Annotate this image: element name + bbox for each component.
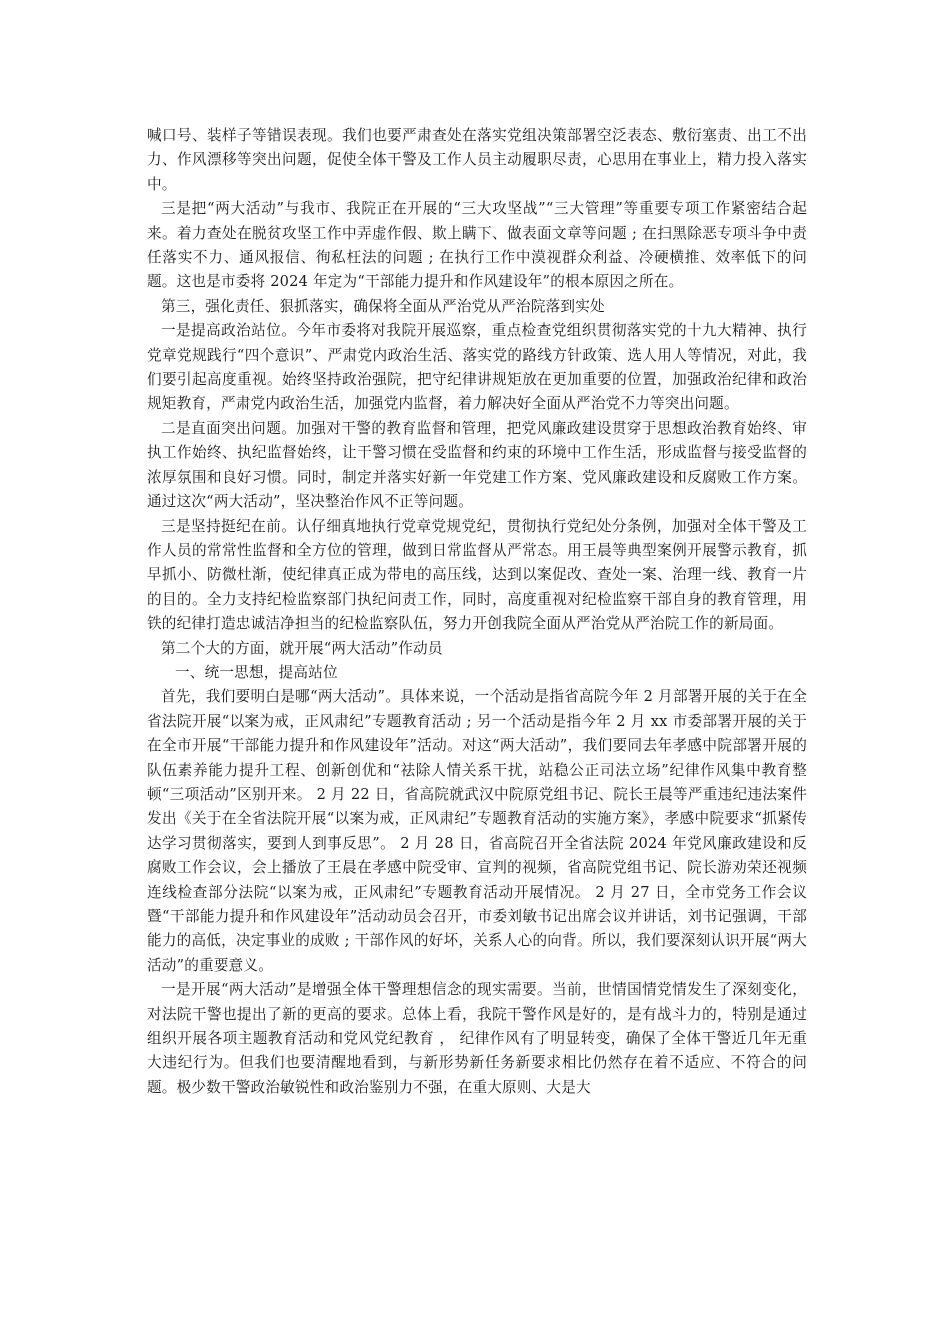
paragraph-continuation: 喊口号、装样子等错误表现。我们也要严肃查处在落实党组决策部署空泛表态、敷衍塞责、出工不出力、作风漂移等突出问题，促使全体干警及工作人员主动履职尽责，心思用在事业上，精力投入落实中。 [147,127,807,193]
paragraph-two-activities: 首先，我们要明白是哪“两大活动”。具体来说，一个活动是指省高院今年 2 月部署开展的关于在全省法院开展“以案为戒，正风肃纪”专题教育活动 ; 另一个活动是指今年 2 月 xx 市委部署开展的关于在全市开展“干部能力提升和作风建设年”活动。对这“两大活动”，我们要同去年孝感中院部署开展的队伍素养能力提升工程、创新创优和“祛除人情关系干扰，站稳公正司法立场”纪律作风集中教育整顿“三项活动”区别开来。 2 月 22 日，省高院就武汉中院原党组书记、院长王晨等严重违纪违法案件发出《关于在全省法院开展“以案为戒，正风肃纪”专题教育活动的实施方案》，孝感中院要求“抓紧传达学习贯彻落实，要到人到事反思”。 2 月 28 日，省高院召开全省法院 2024 年党风廉政建设和反腐败工作会议，会上播放了王晨在孝感中院受审、宣判的视频，省高院党组书记、院长游劝荣还视频连线检查部分法院“以案为戒，正风肃纪”专题教育活动开展情况。 2 月 27 日，全市党务工作会议暨“干部能力提升和作风建设年”活动动员会召开，市委刘敏书记出席会议并讲话，刘书记强调，干部能力的高低，决定事业的成败 ; 干部作风的好坏，关系人心的向背。所以，我们要深刻认识开展“两大活动”的重要意义。 [147,688,807,974]
section-heading-second-aspect: 第二个大的方面，就开展“两大活动”作动员 [161,639,443,657]
document-body [147,124,807,1100]
section-heading-third: 第三，强化责任、狠抓落实，确保将全面从严治党从严治院落到实处 [161,297,605,315]
paragraph-face-problems: 二是直面突出问题。加强对干警的教育监督和管理，把党风廉政建设贯穿于思想政治教育始终、审执工作始终、执纪监督始终，让干警习惯在受监督和约束的环境中工作生活，形成监督与接受监督的浓厚氛围和良好习惯。同时，制定并落实好新一年党建工作方案、党风廉政建设和反腐败工作方案。通过这次“两大活动”，坚决整治作风不正等问题。 [147,419,807,511]
subheading-unify-thinking: 一、统一思想，提高站位 [175,663,338,681]
paragraph-political-stance: 一是提高政治站位。今年市委将对我院开展巡察，重点检查党组织贯彻落实党的十九大精神、执行党章党规践行“四个意识”、严肃党内政治生活、落实党的路线方针政策、选人用人等情况，对此，我们要引起高度重视。始终坚持政治强院，把守纪律讲规矩放在更加重要的位置，加强政治纪律和政治规矩教育，严肃党内政治生活，加强党内监督，着力解决好全面从严治党不力等突出问题。 [147,322,807,413]
paragraph-point-three: 三是把“两大活动”与我市、我院正在开展的“三大攻坚战”“三大管理”等重要专项工作紧密结合起来。着力查处在脱贫攻坚工作中弄虚作假、欺上瞒下、做表面文章等问题 ; 在扫黑除恶专项斗争中责任落实不力、通风报信、徇私枉法的问题 ; 在执行工作中漠视群众利益、冷硬横推、效率低下的问题。这也是市委将 2024 年定为“干部能力提升和作风建设年”的根本原因之所在。 [147,200,807,291]
paragraph-discipline-first: 三是坚持挺纪在前。认仔细真地执行党章党规党纪，贯彻执行党纪处分条例，加强对全体干警及工作人员的常常性监督和全方位的管理，做到日常监督从严常态。用王晨等典型案例开展警示教育，抓早抓小、防微杜渐，使纪律真正成为带电的高压线，达到以案促改、查处一案、治理一线、教育一片的目的。全力支持纪检监察部门执纪问责工作，同时，高度重视对纪检监察干部自身的教育管理，用铁的纪律打造忠诚洁净担当的纪检监察队伍，努力开创我院全面从严治党从严治院工作的新局面。 [147,517,807,633]
paragraph-ideals-need: 一是开展“两大活动”是增强全体干警理想信念的现实需要。当前，世情国情党情发生了深刻变化，对法院干警也提出了新的更高的要求。总体上看，我院干警作风是好的，是有战斗力的，特别是通过组织开展各项主题教育活动和党风党纪教育 ， 纪律作风有了明显转变，确保了全体干警近几年无重大违纪行为。但我们也要清醒地看到，与新形势新任务新要求相比仍然存在着不适应、不符合的问题。极少数干警政治敏锐性和政治鉴别力不强，在重大原则、大是大 [147,981,807,1096]
